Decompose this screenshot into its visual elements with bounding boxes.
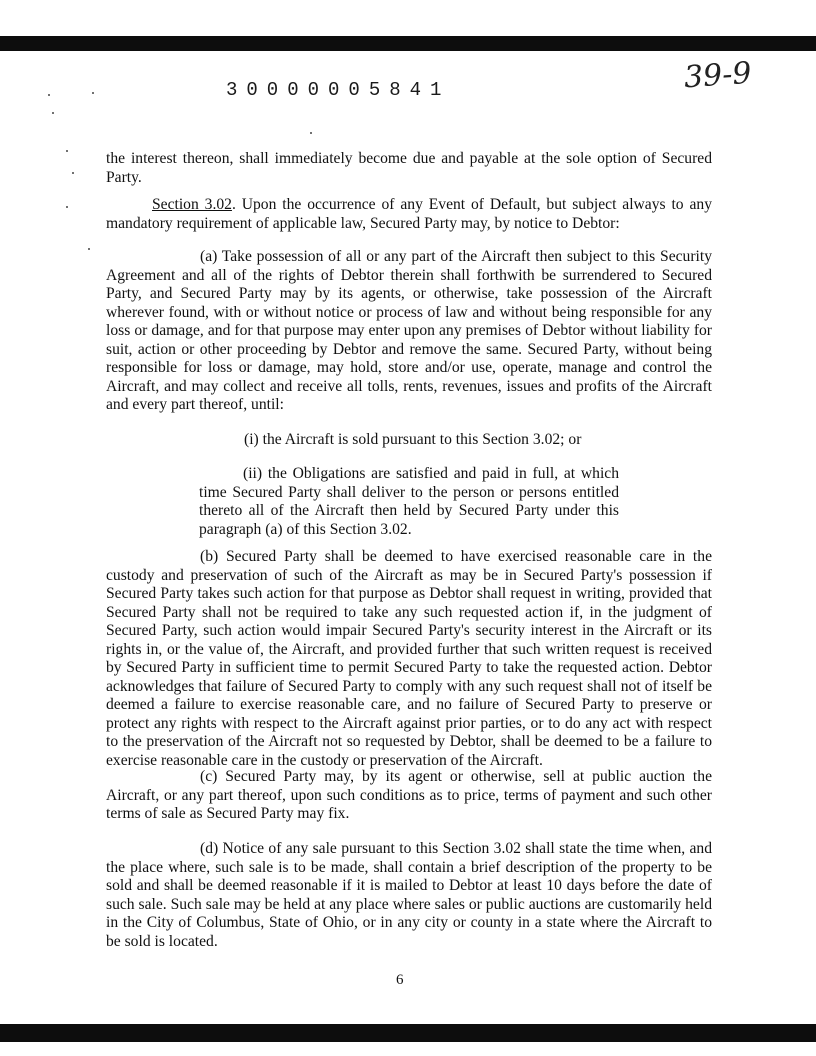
- scan-speck: [92, 92, 94, 94]
- paragraph-d: (d) Notice of any sale pursuant to this Section 3.02 shall state the time when, and the place where, such sale is to be made, shall contain a brief description of the property to be sold and shall be deemed reasonable if it is mailed to Debtor at least 10 days before the date of such sale. Such sale may be held at any place where sales or public auctions are customarily held in the City of Columbus, State of Ohio, or in any city or county in a state where the Aircraft to be sold is located.: [106, 840, 712, 950]
- paragraph-intro: the interest thereon, shall immediately become due and payable at the sole option of Secured Party.: [106, 150, 712, 186]
- paragraph-b: (b) Secured Party shall be deemed to have exercised reasonable care in the custody and preservation of such of the Aircraft as may be in Secured Party's possession if Secured Party takes such action for that purpose as Debtor shall request in writing, provided that Secured Party shall not be required to take any such requested action if, in the judgment of Secured Party, such action would impair Secured Party's security interest in the Aircraft or its rights in, or the value of, the Aircraft, and provided further that such written request is received by Secured Party in sufficient time to permit Secured Party to take the requested action. Debtor acknowledges that failure of Secured Party to comply with any such request shall not of itself be deemed a failure to exercise reasonable care, and no failure of Secured Party to preserve or protect any rights with respect to the Aircraft against prior parties, or to do any act with respect to the preservation of the Aircraft not so requested by Debtor, shall be deemed to be a failure to exercise reasonable care in the custody or preservation of the Aircraft.: [106, 548, 712, 769]
- scan-speck: [72, 172, 74, 174]
- paragraph-c: (c) Secured Party may, by its agent or otherwise, sell at public auction the Aircraft, or any part thereof, upon such conditions as to price, terms of payment and such other terms of sale as Secured Party may fix.: [106, 768, 712, 822]
- scan-top-bar: [0, 36, 816, 51]
- scan-speck: [66, 206, 68, 208]
- paragraph-a: (a) Take possession of all or any part of the Aircraft then subject to this Security Agreement and all of the rights of Debtor therein shall forthwith be surrendered to Secured Party, and Secured Party may by its agents, or otherwise, take possession of the Aircraft wherever found, with or without notice or process of law and without being responsible for any loss or damage, and for that purpose may enter upon any premises of Debtor without liability for suit, action or other proceeding by Debtor and remove the same. Secured Party, without being responsible for loss or damage, may hold, store and/or use, operate, manage and control the Aircraft, and may collect and receive all tolls, rents, revenues, issues and profits of the Aircraft and every part thereof, until:: [106, 248, 712, 413]
- scan-speck: [310, 132, 312, 134]
- paragraph-a-ii: (ii) the Obligations are satisfied and paid in full, at which time Secured Party shall deliver to the person or persons entitled thereto all of the Aircraft then held by Secured Party under this paragraph (a) of this Section 3.02.: [199, 465, 619, 538]
- scan-speck: [52, 112, 54, 114]
- scan-bottom-bar: [0, 1024, 816, 1042]
- paragraph-section-3-02: [106, 196, 712, 233]
- page-number: 6: [396, 972, 404, 988]
- scan-speck: [88, 248, 90, 250]
- section-heading: Section 3.02: [152, 196, 232, 213]
- section-text: . Upon the occurrence of any Event of Default, but subject always to any mandatory requirement of applicable law, Secured Party may, by notice to Debtor:: [106, 196, 712, 232]
- scan-speck: [48, 94, 50, 96]
- handwritten-annotation: 39-9: [682, 55, 753, 96]
- paragraph-a-i: (i) the Aircraft is sold pursuant to this Section 3.02; or: [244, 431, 582, 448]
- scan-speck: [66, 150, 68, 152]
- document-number: 30000005841: [226, 79, 451, 101]
